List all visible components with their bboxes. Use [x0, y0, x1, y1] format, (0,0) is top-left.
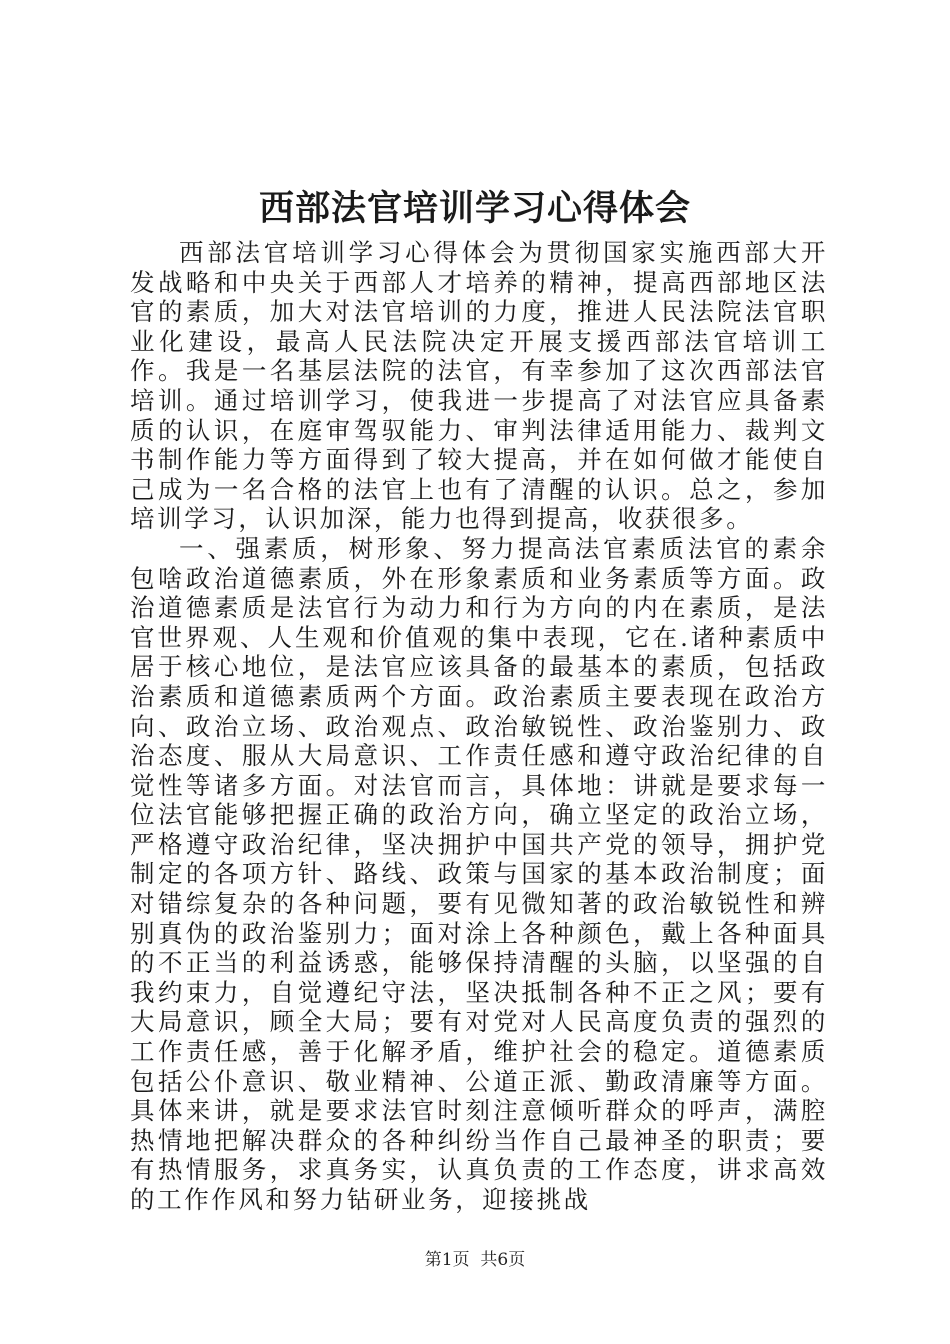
footer-spacer [470, 1250, 481, 1270]
document-body [130, 238, 828, 1215]
paragraph-section-one: 一、强素质，树形象、努力提高法官素质法官的素余包啥政治道德素质，外在形象素质和业务素质等方面。政治道德素质是法官行为动力和行为方向的内在素质，是法官世界观、人生观和价值观的集中表现，它在.诸种素质中居于核心地位，是法官应该具备的最基本的素质，包括政治素质和道德素质两个方面。政治素质主要表现在政治方向、政治立场、政治观点、政治敏锐性、政治鉴别力、政治态度、服从大局意识、工作责任感和遵守政治纪律的自觉性等诸多方面。对法官而言，具体地：讲就是要求每一位法官能够把握正确的政治方向，确立坚定的政治立场，严格遵守政治纪律，坚决拥护中国共产党的领导，拥护党制定的各项方针、路线、政策与国家的基本政治制度；面对错综复杂的各种问题，要有见微知著的政治敏锐性和辨别真伪的政治鉴别力；面对涂上各种颜色，戴上各种面具的不正当的利益诱惑，能够保持清醒的头脑，以坚强的自我约束力，自觉遵纪守法，坚决抵制各种不正之风；要有大局意识，顾全大局；要有对党对人民高度负责的强烈的工作责任感，善于化解矛盾，维护社会的稳定。道德素质包括公仆意识、敬业精神、公道正派、勤政清廉等方面。具体来讲，就是要求法官时刻注意倾听群众的呼声，满腔热情地把解决群众的各种纠纷当作自己最神圣的职责；要有热情服务，求真务实，认真负责的工作态度，讲求高效的工作作风和努力钻研业务，迎接挑战 [130, 533, 828, 1214]
paragraph-intro: 西部法官培训学习心得体会为贯彻国家实施西部大开发战略和中央关于西部人才培养的精神，提高西部地区法官的素质，加大对法官培训的力度，推进人民法院法官职业化建设，最高人民法院决定开展支援西部法官培训工作。我是一名基层法院的法官，有幸参加了这次西部法官培训。通过培训学习，使我进一步提高了对法官应具备素质的认识，在庭审驾驭能力、审判法律适用能力、裁判文书制作能力等方面得到了较大提高，并在如何做才能使自己成为一名合格的法官上也有了清醒的认识。总之，参加培训学习，认识加深，能力也得到提高，收获很多。 [130, 238, 828, 534]
document-title: 西部法官培训学习心得体会 [258, 188, 691, 229]
page-number: 第1页 [424, 1250, 470, 1270]
page-total: 共6页 [480, 1250, 526, 1270]
page-footer [0, 1248, 950, 1272]
